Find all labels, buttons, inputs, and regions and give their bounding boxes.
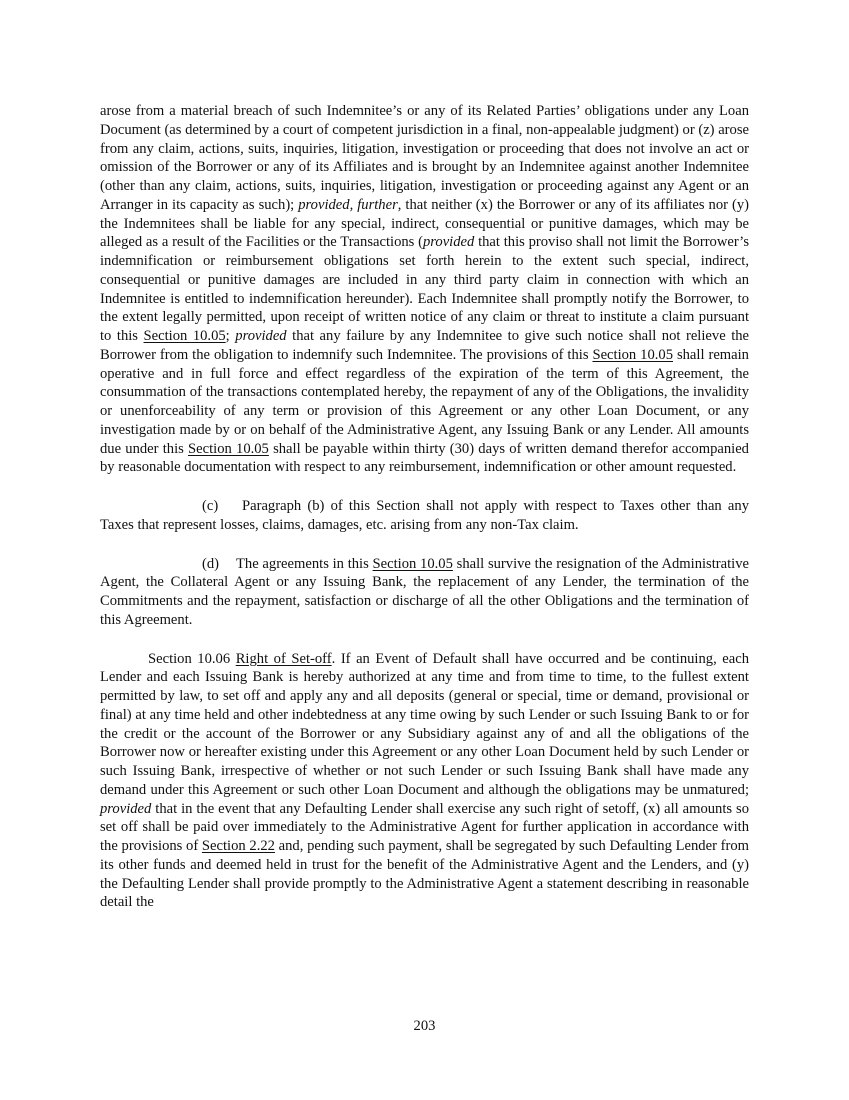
page-number: 203 [413, 1018, 436, 1034]
text-run: shall survive the resignation of the Administrative Agent, the Collateral Agent or any Issuing Bank, the replacement of any Lender, the termination of the Commitments and the repayment, satisfaction or discharge of all the other Obligations and the termination of this Agreement. [100, 555, 750, 628]
text-run: and, pending such payment, shall be segregated by such Defaulting Lender from its other funds and deemed held in trust for the benefit of the Administrative Agent and the Lenders, and (y) the Defaulting Lender shall provide promptly to the Administrative Agent a statement describing in reasonable detail the [100, 838, 749, 911]
paragraph-label: (d) [202, 555, 220, 572]
paragraph-continued [100, 102, 749, 477]
text-run: . If an Event of Default shall have occurred and be continuing, each Lender and each Issuing Bank is hereby authorized at any time and from time to time, to the fullest extent permitted by law, to set off and apply any and all deposits (general or special, time or demand, provisional or final) at any time held and other indebtedness at any time owing by such Lender or such Issuing Bank to or for the credit or the account of the Borrower or any Subsidiary against any of and all the obligations of the Borrower now or hereafter existing under this Agreement or any other Loan Document held by such Lender or such Issuing Bank, irrespective of whether or not such Lender or such Issuing Bank shall have made any demand under this Agreement or such other Loan Document and although the obligations may be unmatured; [100, 650, 749, 798]
section-title: Right of Set-off [235, 650, 332, 667]
italic-text: provided [235, 328, 287, 344]
paragraph-d [100, 555, 749, 630]
document-page [100, 102, 749, 912]
italic-text: provided [422, 234, 475, 251]
section-reference: Section 10.05 [372, 555, 453, 572]
text-run: that this proviso shall not limit the Borrower’s indemnification or reimbursement obligations set forth herein to the extent such special, indirect, consequential or punitive damages are included in any third party claim in connection with which an Indemnitee is entitled to indemnification hereunder). Each Indemnitee shall promptly notify the Borrower, to the extent legally permitted, upon receipt of written notice of any claim or threat to institute a claim pursuant to this [100, 234, 749, 344]
paragraph-label: (c) [202, 498, 219, 514]
italic-text: provided [100, 800, 152, 817]
text-run: arose from a material breach of such Indemnitee’s or any of its Related Parties’ obligations under any Loan Document (as determined by a court of competent jurisdiction in a final, non-appealable judgment) or (z) arose from any claim, actions, suits, inquiries, litigation, investigation or proceeding that does not involve an act or omission of the Borrower or any of its Affiliates and is brought by an Indemnitee against another Indemnitee (other than any claim, actions, suits, inquiries, litigation, investigation or proceeding against any Agent or an Arranger in its capacity as such); [100, 103, 749, 213]
section-reference: Section 10.05 [143, 328, 226, 344]
text-run: that in the event that any Defaulting Lender shall exercise any such right of setoff, (x) all amounts so set off shall be paid over immediately to the Administrative Agent for further application in accordance with the provisions of [100, 800, 749, 854]
text-run: ; [225, 328, 236, 344]
section-reference: Section 2.22 [201, 838, 275, 854]
italic-text: provided, further [298, 196, 398, 213]
text-run: shall be payable within thirty (30) days of written demand therefor accompanied by reasonable documentation with respect to any reimbursement, indemnification or other amount requested. [100, 440, 749, 476]
section-10-06-paragraph [100, 650, 749, 913]
section-number: Section 10.06 [148, 650, 231, 667]
paragraph-c [100, 497, 749, 535]
text-run: The agreements in this [236, 555, 373, 572]
section-reference: Section 10.05 [592, 346, 674, 363]
text-run: Paragraph (b) of this Section shall not apply with respect to Taxes other than any Taxes that represent losses, claims, damages, etc. arising from any non-Tax claim. [100, 498, 749, 533]
text-run: that any failure by any Indemnitee to give such notice shall not relieve the Borrower from the obligation to indemnify such Indemnitee. The provisions of this [100, 328, 750, 363]
text-run: , that neither (x) the Borrower or any of its affiliates nor (y) the Indemnitees shall be liable for any special, indirect, consequential or punitive damages, which may be alleged as a result of the Facilities or the Transactions ( [100, 196, 749, 251]
text-run: shall remain operative and in full force and effect regardless of the expiration of the term of this Agreement, the consummation of the transactions contemplated hereby, the repayment of any of the Obligations, the invalidity or unenforceability of any term or provision of this Agreement or any other Loan Document, or any investigation made by or on behalf of the Administrative Agent, any Issuing Bank or any Lender. All amounts due under this [100, 346, 749, 457]
section-reference: Section 10.05 [188, 440, 269, 457]
